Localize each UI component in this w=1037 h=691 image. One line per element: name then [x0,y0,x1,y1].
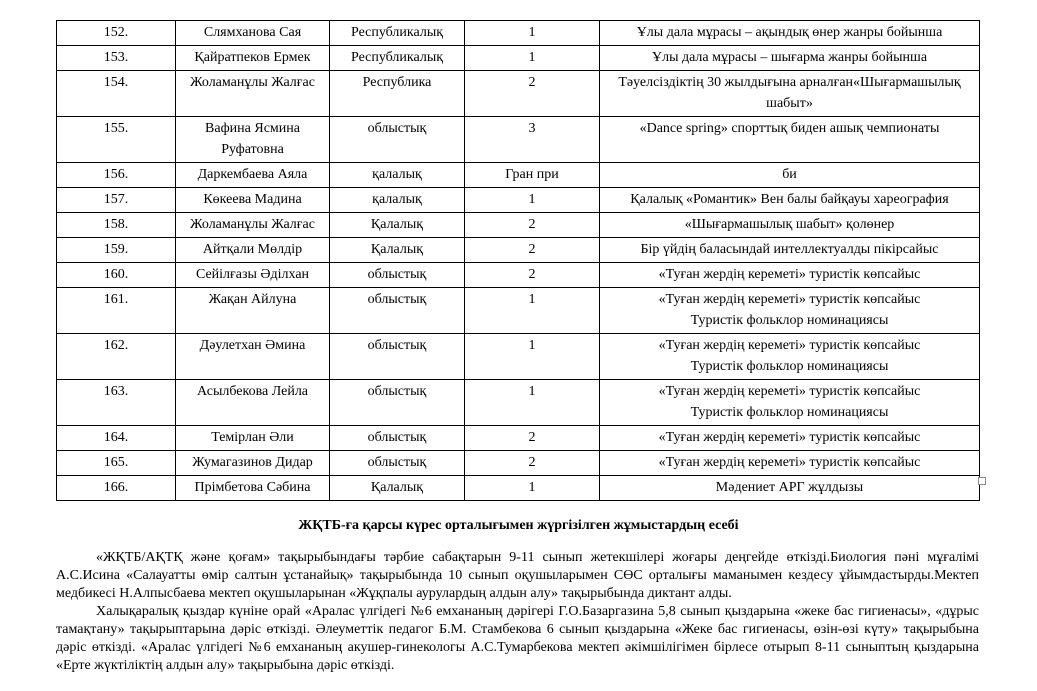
cell-place-text: Гран при [505,167,559,182]
cell-event [600,380,980,426]
cell-level [330,451,465,476]
cell-level [330,21,465,46]
cell-event [600,476,980,501]
cell-level-text: облыстық [367,384,427,399]
cell-number-text: 165. [103,455,129,470]
cell-number [57,380,176,426]
cell-student-name [176,163,330,188]
cell-level-text: облыстық [367,430,427,445]
table-row [57,238,980,263]
cell-event [600,238,980,263]
cell-number [57,163,176,188]
cell-event [600,46,980,71]
cell-level [330,163,465,188]
cell-event-text: «Туған жердің кереметі» туристік көпсайыс [658,384,921,399]
cell-student-name-text: Жақан Айлуна [208,292,297,307]
cell-event-text: «Туған жердің кереметі» туристік көпсайыс [658,267,921,282]
cell-number-text: 153. [103,50,129,65]
cell-event-text: «Шығармашылық шабыт» қолөнер [684,217,895,232]
cell-number [57,263,176,288]
cell-place-text: 1 [528,384,536,399]
cell-event [600,213,980,238]
cell-event-text: Мәдениет АРГ жұлдызы [715,480,864,495]
cell-event [600,334,980,380]
cell-event [600,451,980,476]
cell-place [465,188,600,213]
cell-level [330,288,465,334]
cell-student-name-text: Жоламанұлы Жалғас [190,217,315,232]
cell-place [465,117,600,163]
cell-level [330,476,465,501]
cell-level-text: Қалалық [370,217,424,232]
cell-place-text: 2 [528,217,536,232]
cell-event-nomination-text: Туристік фольклор номинациясы [690,405,889,420]
report-body [56,549,979,675]
cell-place [465,263,600,288]
cell-level-text: облыстық [367,267,427,282]
cell-level [330,46,465,71]
cell-student-name-text: Жумагазинов Дидар [192,455,313,470]
cell-event-text: Қалалық «Романтик» Вен балы байқауы хареография [630,192,949,207]
cell-student-name [176,188,330,213]
cell-place-text: 2 [528,242,536,257]
cell-event [600,163,980,188]
table-row [57,426,980,451]
cell-event [600,188,980,213]
cell-place [465,213,600,238]
cell-level-text: Республикалық [350,25,444,40]
cell-event-text: «Туған жердің кереметі» туристік көпсайыс [658,292,921,307]
cell-place-text: 2 [528,75,536,90]
cell-number [57,238,176,263]
cell-place [465,21,600,46]
report-title: ЖҚТБ-ға қарсы күрес орталығымен жүргізілген жұмыстардың есебі [298,518,739,533]
cell-student-name-text: Қайратпеков Ермек [194,50,311,65]
cell-level-text: Қалалық [370,242,424,257]
cell-student-name [176,380,330,426]
cell-place-text: 1 [528,292,536,307]
cell-level [330,380,465,426]
cell-student-name-text: Темірлан Әли [211,430,294,445]
cell-event-text: «Туған жердің кереметі» туристік көпсайыс [658,455,921,470]
cell-level-text: облыстық [367,455,427,470]
cell-place [465,380,600,426]
cell-number [57,71,176,117]
cell-place-text: 2 [528,455,536,470]
cell-number [57,476,176,501]
table-row [57,117,980,163]
results-table [56,20,980,501]
cell-student-name-text: Даркембаева Аяла [197,167,308,182]
cell-place-text: 1 [528,338,536,353]
cell-level [330,238,465,263]
cell-number-text: 158. [103,217,129,232]
cell-event [600,263,980,288]
table-row [57,476,980,501]
cell-event [600,71,980,117]
cell-number-text: 161. [103,292,129,307]
table-row [57,263,980,288]
cell-place [465,288,600,334]
cell-student-name-text: Сейілғазы Әділхан [195,267,310,282]
cell-place-text: 1 [528,25,536,40]
cell-event-text: Тәуелсіздіктің 30 жылдығына арналған«Шығармашылық шабыт» [618,75,961,111]
cell-number [57,117,176,163]
cell-place [465,451,600,476]
cell-event-text: Ұлы дала мұрасы – шығарма жанры бойынша [651,50,928,65]
cell-level-text: қалалық [372,192,422,207]
cell-student-name-text: Асылбекова Лейла [196,384,309,399]
cell-student-name [176,213,330,238]
table-row [57,288,980,334]
cell-number [57,188,176,213]
cell-level [330,263,465,288]
cell-place-text: 2 [528,430,536,445]
cell-level-text: облыстық [367,338,427,353]
cell-student-name-text: Слямханова Сая [203,25,302,40]
cell-student-name-text: Көкеева Мадина [203,192,302,207]
cell-student-name [176,71,330,117]
cell-student-name [176,117,330,163]
cell-number-text: 160. [103,267,129,282]
cell-number-text: 164. [103,430,129,445]
table-resize-handle[interactable] [978,477,986,485]
cell-number-text: 159. [103,242,129,257]
cell-place-text: 1 [528,480,536,495]
results-table-container [56,20,979,501]
cell-level-text: қалалық [372,167,422,182]
cell-number-text: 155. [103,121,129,136]
cell-student-name [176,451,330,476]
table-row [57,46,980,71]
cell-student-name [176,263,330,288]
cell-number [57,451,176,476]
cell-event-text: Бір үйдің баласындай интеллектуалды пікірсайыс [640,242,939,257]
cell-place [465,46,600,71]
cell-place-text: 1 [528,50,536,65]
cell-student-name [176,238,330,263]
cell-number [57,426,176,451]
cell-level [330,188,465,213]
cell-number-text: 163. [103,384,129,399]
cell-student-name-text: Айтқали Мөлдір [202,242,303,257]
cell-number [57,213,176,238]
cell-event-nomination-text: Туристік фольклор номинациясы [690,359,889,374]
table-row [57,451,980,476]
cell-level-text: Қалалық [370,480,424,495]
cell-number [57,334,176,380]
cell-student-name [176,426,330,451]
cell-student-name [176,476,330,501]
cell-place [465,334,600,380]
cell-number [57,288,176,334]
results-table-body [57,21,980,501]
table-row [57,163,980,188]
cell-level [330,213,465,238]
cell-level-text: облыстық [367,121,427,136]
cell-number-text: 162. [103,338,129,353]
cell-student-name [176,288,330,334]
cell-level [330,334,465,380]
cell-event [600,426,980,451]
cell-event [600,21,980,46]
cell-place [465,476,600,501]
cell-number [57,21,176,46]
cell-level-text: облыстық [367,292,427,307]
cell-number-text: 154. [103,75,129,90]
cell-student-name-text: Вафина Ясмина Руфатовна [205,121,300,157]
cell-event-nomination-text: Туристік фольклор номинациясы [690,313,889,328]
report-paragraph: Халықаралық қыздар күніне орай «Аралас үлгідегі №6 емхананың дәрігері Г.О.Базаргазина 5,8 сынып қыздарына «жеке бас гигиенасы», «дұрыс тамақтану» тақырыптарына дәріс өткізді. Әлеуметтік педагог Б.М. Стамбекова 6 сынып қыздарына «Жеке бас гигиенасы, өзін-өзі күту» тақырыбына дәріс өткізді. «Аралас үлгідегі №6 емхананың акушер-гинекологы А.С.Тумарбекова мектеп әкімшілігімен бірлесе отырып 8-11 сыныптың қыздарына «Ерте жүктіліктің алдын алу» тақырыбына дәріс өткізді. [56,604,979,673]
cell-student-name [176,21,330,46]
cell-number-text: 157. [103,192,129,207]
cell-place-text: 1 [528,192,536,207]
table-row [57,21,980,46]
cell-event-text: би [782,167,797,182]
cell-level-text: Республика [362,75,432,90]
cell-number-text: 156. [103,167,129,182]
table-row [57,188,980,213]
report-paragraph: «ЖҚТБ/АҚТҚ және қоғам» тақырыбындағы тәрбие сабақтарын 9-11 сынып жетекшілері жоғары деңгейде өткізді.Биология пәні мұғалімі А.С.Исина «Салауатты өмір салтын ұстанайық» тақырыбында 10 сынып оқушыларымен СӨС орталығы маманымен кездесу ұйымдастырды.Мектеп медбикесі Н.Алпысбаева мектеп оқушыларынан «Жұқпалы аурулардың алдын алу» тақырыбында диктант алды. [56,550,979,601]
cell-event-text: «Туған жердің кереметі» туристік көпсайыс [658,338,921,353]
cell-place [465,71,600,117]
cell-student-name [176,46,330,71]
cell-place [465,238,600,263]
cell-student-name-text: Дәулетхан Әмина [199,338,306,353]
cell-place-text: 3 [528,121,536,136]
table-row [57,71,980,117]
cell-student-name-text: Прімбетова Сәбина [194,480,311,495]
cell-event-text: Ұлы дала мұрасы – ақындық өнер жанры бойынша [636,25,943,40]
cell-level [330,71,465,117]
cell-student-name-text: Жоламанұлы Жалғас [190,75,315,90]
table-row [57,334,980,380]
table-row [57,380,980,426]
cell-level-text: Республикалық [350,50,444,65]
cell-event-text: «Dance spring» спорттық биден ашық чемпионаты [639,121,940,136]
cell-student-name [176,334,330,380]
cell-place-text: 2 [528,267,536,282]
cell-event [600,117,980,163]
table-row [57,213,980,238]
cell-level [330,426,465,451]
cell-place [465,163,600,188]
cell-level [330,117,465,163]
cell-event-text: «Туған жердің кереметі» туристік көпсайыс [658,430,921,445]
cell-event [600,288,980,334]
cell-number-text: 166. [103,480,129,495]
cell-number-text: 152. [103,25,129,40]
cell-number [57,46,176,71]
cell-place [465,426,600,451]
